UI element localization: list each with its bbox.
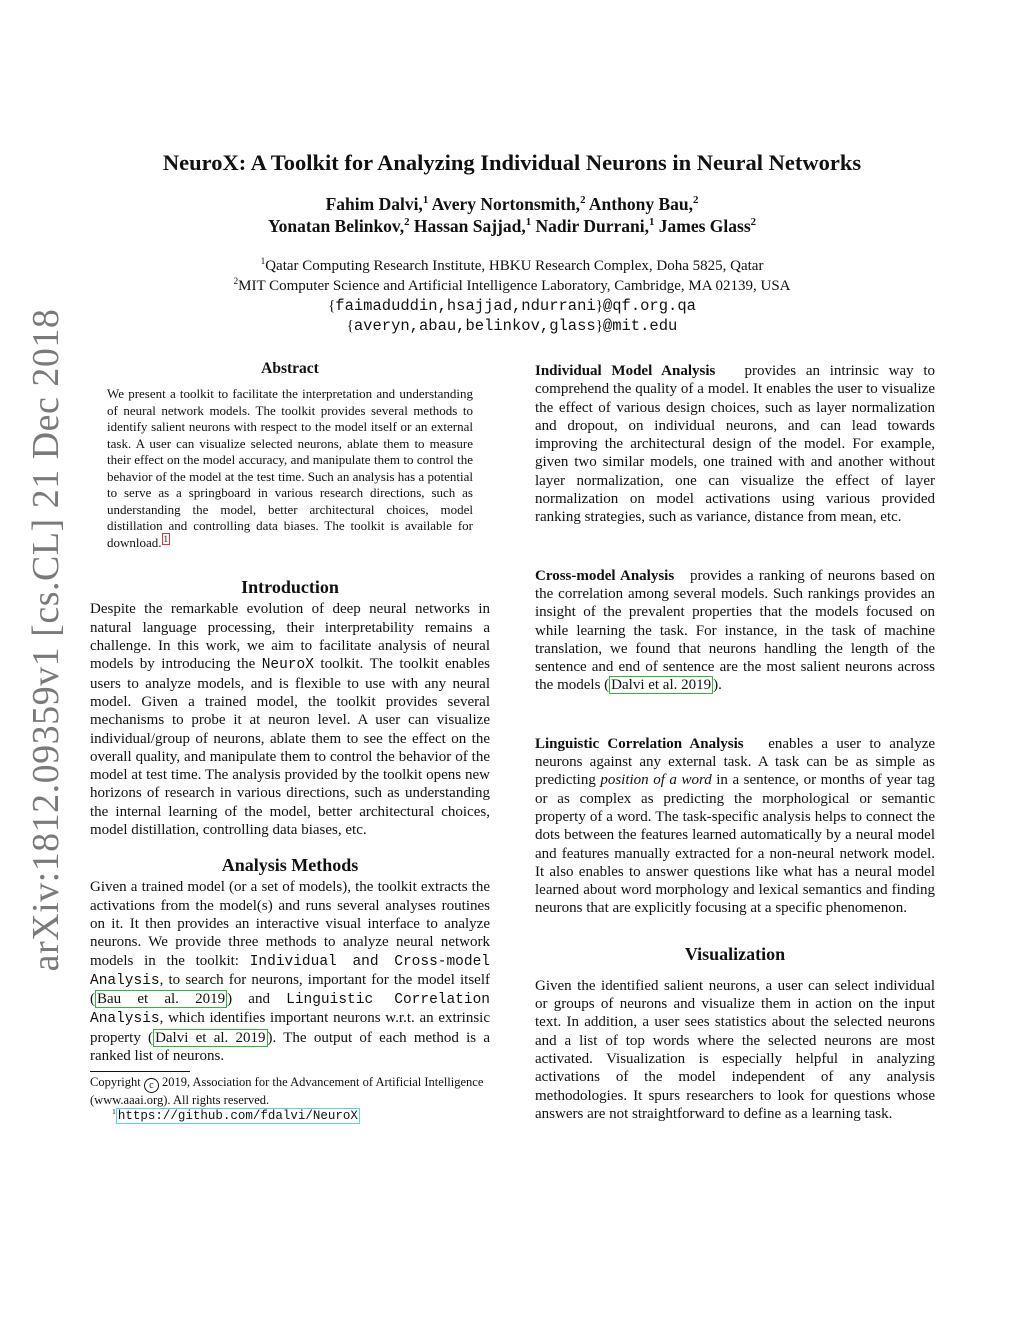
author-name: Anthony Bau, (588, 194, 693, 214)
affiliation-1 (0, 256, 1024, 276)
email-domain: @mit.edu (602, 317, 678, 335)
linguistic-correlation-analysis (535, 735, 935, 918)
paragraph-text: enables a user to analyze neurons against any external task. A task can be as simple as predicting (535, 735, 936, 789)
email-users: averyn,abau,belinkov,glass (353, 317, 596, 335)
author-affil-mark: 2 (692, 194, 699, 207)
paragraph-heading: Cross-model Analysis (535, 567, 675, 584)
footnote-divider (90, 1071, 190, 1072)
author-affil-mark: 2 (404, 216, 410, 229)
paper-title: NeuroX: A Toolkit for Analyzing Individual Neurons in Neural Networks (162, 150, 862, 175)
author-affil-mark: 1 (525, 216, 532, 229)
affiliation-text: Qatar Computing Research Institute, HBKU Research Complex, Doha 5825, Qatar (265, 258, 764, 274)
author-affil-mark: 1 (422, 194, 429, 207)
emphasis-text: position of a word (600, 772, 712, 789)
affiliations (0, 256, 1024, 336)
methods-text-part: , to search for neurons, important for the model itself ( (90, 971, 490, 1008)
copyright-notice (90, 1075, 490, 1108)
author-affil-mark: 1 (648, 216, 655, 229)
affiliation-mark: 1 (260, 257, 266, 267)
methods-text-part: ). The output of each method is a ranked list of neurons. (90, 1029, 490, 1064)
right-column (535, 362, 935, 1123)
methods-text-part: ) and (227, 991, 287, 1008)
author-line-1 (0, 193, 1024, 215)
author-name: Avery Nortonsmith, (431, 194, 581, 214)
left-column (90, 360, 490, 1124)
affiliation-2 (0, 276, 1024, 296)
individual-model-analysis (535, 362, 935, 527)
visualization-text: Given the identified salient neurons, a user can select individual or groups of neurons and visualize them in action on the input text. In addition, a user sees statistics about the selected neurons and a list of top words where the selected neurons are most activated. Visualization is especially helpful in analyzing activations of the model independent of any analysis methodologies. It spurs researchers to look for questions whose answers are not straightforward to define as a learning task. (535, 977, 935, 1122)
visualization-heading: Visualization (684, 943, 786, 964)
paragraph-heading: Linguistic Correlation Analysis (535, 735, 744, 752)
copyright-text: Copyright (90, 1075, 144, 1090)
author-name: Hassan Sajjad, (413, 216, 526, 236)
author-list (0, 193, 1024, 237)
footnote-mark: 1 (112, 1107, 116, 1117)
author-name: James Glass (658, 216, 751, 236)
citation-link[interactable]: Bau et al. 2019 (97, 991, 226, 1008)
author-line-2 (0, 215, 1024, 237)
paragraph-heading: Individual Model Analysis (535, 363, 716, 379)
affiliation-mark: 2 (233, 277, 239, 287)
paragraph-text: provides an intrinsic way to comprehend the quality of a model. It enables the user to visualize the effect of various design choices, such as layer normalization and dropout, on individual neurons, and can lead towards improving the architectural design of the model. For example, given two similar models, one trained with and another without layer normalization, one can visualize the effect of layer normalization on model activations using various provided ranking strategies, such as variance, distance from mean, etc. (535, 363, 935, 526)
email-domain: @qf.org.qa (602, 297, 696, 315)
author-affil-mark: 2 (580, 194, 586, 207)
footnote-url (90, 1108, 490, 1124)
github-link[interactable]: https://github.com/fdalvi/NeuroX (117, 1109, 358, 1124)
author-name: Fahim Dalvi, (325, 194, 423, 214)
affiliation-text: MIT Computer Science and Artificial Intelligence Laboratory, Cambridge, MA 02139, USA (238, 278, 791, 294)
paragraph-text: in a sentence, or months of year tag or as complex as predicting the morphological or semantic property of a word. The task-specific analysis helps to connect the dots between the features learned automatically by a neural model and features manually extracted for a non-neural network model. It also enables to answer questions like what has a neural model learned about word morphology and lexical semantics and finding neurons that are explicitly focusing at a specific phenomenon. (535, 772, 935, 917)
author-name: Yonatan Belinkov, (267, 216, 405, 236)
abstract-text (107, 386, 473, 551)
citation-link[interactable]: Dalvi et al. 2019 (155, 1029, 266, 1046)
paragraph-text: provides a ranking of neurons based on the correlation among several models. Such rankings provides an insight of the prevalent properties that the models focused on while learning the task. For instance, in the task of machine translation, we found that neurons handling the length of the sentence and end of sentence are the most salient neurons across the models ( (535, 567, 935, 694)
paragraph-text: ). (713, 677, 722, 694)
method-name: Individual and Cross-model Analysis (90, 953, 490, 989)
email-line-1: {faimaduddin,hsajjad,ndurrani}@qf.org.qa (328, 297, 696, 315)
email-line-2: {averyn,abau,belinkov,glass}@mit.edu (346, 317, 678, 335)
footnote-link[interactable]: 1 (163, 533, 169, 544)
copyright-icon: c (144, 1078, 159, 1093)
author-name: Nadir Durrani, (535, 216, 649, 236)
method-name: Linguistic Correlation Analysis (90, 992, 490, 1028)
abstract-heading: Abstract (261, 360, 319, 377)
abstract-body: We present a toolkit to facilitate the interpretation and understanding of neural network models. The toolkit provides several methods to identify salient neurons with respect to the model itself or an external task. A user can visualize selected neurons, ablate them to measure their effect on the model accuracy, and manipulate them to control the behavior of the model at the test time. Such an analysis has a potential to serve as a springboard in various research directions, such as understanding the model, better architectural choices, model distillation and controlling data biases. The toolkit is available for download. (107, 386, 473, 550)
intro-text-part: toolkit. The toolkit enables users to analyze models, and is flexible to use with any neural model. Given a trained model, the toolkit provides several mechanisms to probe it at neuron level. A user can visualize individual/group of neurons, ablate them to see the effect on the overall quality, and manipulate them to control the behavior of the model at test time. The analysis provided by the toolkit opens new horizons of research in various directions, such as understanding the internal learning of the model, better architectural choices, model distillation, controlling data biases, etc. (90, 656, 490, 839)
email-users: faimaduddin,hsajjad,ndurrani (335, 297, 596, 315)
introduction-text (90, 600, 490, 839)
intro-text-part: Despite the remarkable evolution of deep neural networks in natural language processing, their interpretability remains a challenge. In this work, we aim to facilitate analysis of neural models by introducing the (90, 601, 490, 673)
methods-text-part: Given a trained model (or a set of models), the toolkit extracts the activations from the model(s) and runs several analyses routines on it. It then provides an interactive visual interface to analyze neurons. We provide three methods to analyze neural network models in the toolkit: (90, 879, 490, 969)
analysis-methods-heading: Analysis Methods (221, 855, 359, 876)
copyright-text: 2019, Association for the Advancement of Artificial Intelligence (www.aaai.org). All rights reserved. (90, 1075, 484, 1108)
arxiv-identifier: arXiv:1812.09359v1 [cs.CL] 21 Dec 2018 (25, 308, 67, 972)
analysis-methods-text (90, 878, 490, 1065)
methods-text-part: , which identifies important neurons w.r.t. an extrinsic property ( (90, 1010, 490, 1046)
toolkit-name: NeuroX (261, 657, 314, 674)
introduction-heading: Introduction (241, 577, 339, 598)
citation-link[interactable]: Dalvi et al. 2019 (611, 677, 712, 694)
cross-model-analysis (535, 567, 935, 695)
author-affil-mark: 2 (750, 216, 757, 229)
